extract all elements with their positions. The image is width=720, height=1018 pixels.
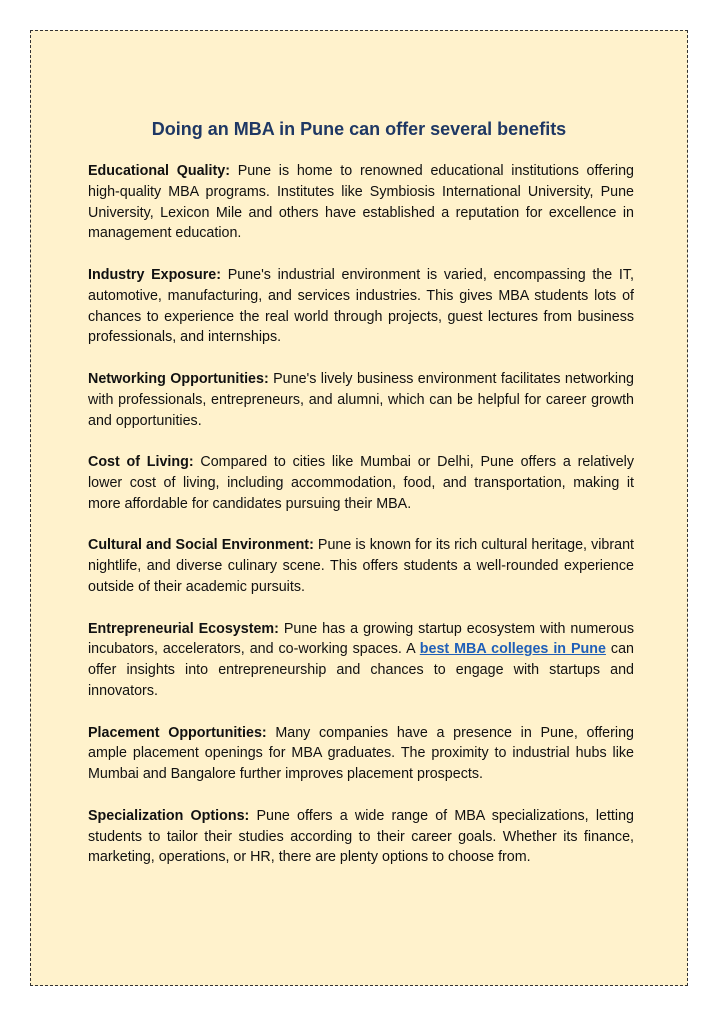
section-specialization-options: [88, 806, 634, 868]
section-text: Compared to cities like Mumbai or Delhi, Pune offers a relatively lower cost of living, including accommodation, food, and transportation, making it more affordable for candidates pursuing their MBA.: [88, 454, 634, 512]
section-text: Pune's lively business environment facilitates networking with professionals, entrepreneurs, and alumni, which can be helpful for career growth and opportunities.: [88, 370, 635, 429]
section-educational-quality: [88, 161, 634, 244]
section-placement-opportunities: [88, 723, 634, 785]
section-text: Many companies have a presence in Pune, offering ample placement openings for MBA graduates. The proximity to industrial hubs like Mumbai and Bangalore further improves placement prospects.: [88, 724, 634, 783]
page-title: Doing an MBA in Pune can offer several benefits: [151, 119, 567, 139]
section-text-after-link: can offer insights into entrepreneurship and chances to engage with startups and innovators.: [88, 641, 634, 699]
section-networking-opportunities: [88, 369, 634, 431]
section-heading: Cultural and Social Environment:: [88, 537, 314, 554]
section-heading: Educational Quality:: [88, 163, 230, 179]
section-heading: Placement Opportunities:: [88, 724, 267, 741]
section-heading: Industry Exposure:: [88, 266, 221, 283]
section-heading: Entrepreneurial Ecosystem:: [88, 620, 279, 637]
section-text: Pune has a growing startup ecosystem with numerous incubators, accelerators, and co-working spaces. A: [88, 620, 634, 658]
section-cost-of-living: [88, 452, 634, 514]
document-page: [30, 30, 688, 986]
content-body: [88, 161, 634, 889]
section-heading: Networking Opportunities:: [88, 370, 269, 387]
section-text: Pune offers a wide range of MBA specializations, letting students to tailor their studies according to their career goals. Whether its finance, marketing, operations, or HR, there are plenty options to choose from.: [88, 807, 634, 866]
section-text: Pune is known for its rich cultural heritage, vibrant nightlife, and diverse culinary scene. This offers students a well-rounded experience outside of their academic pursuits.: [88, 537, 634, 595]
section-text: Pune is home to renowned educational institutions offering high-quality MBA programs. Institutes like Symbiosis International University, Pune University, Lexicon Mile and others have established a reputation for excellence in management education.: [88, 163, 634, 242]
section-heading: Specialization Options:: [88, 807, 250, 824]
section-cultural-social-environment: [88, 535, 634, 597]
section-heading: Cost of Living:: [88, 454, 194, 471]
section-text: Pune's industrial environment is varied, encompassing the IT, automotive, manufacturing, and services industries. This gives MBA students lots of chances to experience the real world through projects, guest lectures from business professionals, and internships.: [88, 266, 634, 346]
section-entrepreneurial-ecosystem: [88, 619, 634, 702]
section-industry-exposure: [88, 265, 634, 348]
best-mba-colleges-link[interactable]: best MBA colleges in Pune: [419, 641, 606, 658]
